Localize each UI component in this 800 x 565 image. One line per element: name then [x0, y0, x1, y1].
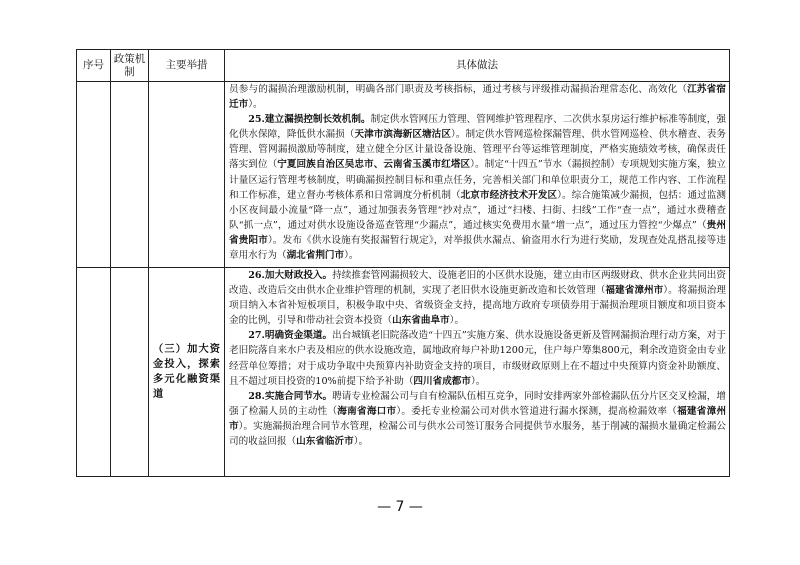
item-title: 28.实施合同节水。 — [248, 390, 333, 402]
city-label: 江苏省宿迁市 — [229, 84, 727, 111]
paragraph-27: 27.明确资金渠道。出台城镇老旧院落改造“十四五”实施方案、供水设施设备更新及管网漏损治理行动方案，对于老旧院落自来水户表及相应的供水设施改造，属地政府每户补助1200元，住户每户筹集800元，剩余改造资金由专业经营单位筹措；对于成功争取中央预算内补助资金支持的项目，市级财政原则上在不超过中央预算内资金补助额度、且不超过项目投资的10%前提下给予补助（四川省成都市）。 — [229, 330, 726, 387]
cell-measure: （三）加大资金投入，探索多元化融资渠道 — [149, 268, 225, 477]
header-policy: 政策机制 — [111, 50, 149, 82]
page-number: — 7 — — [377, 499, 423, 515]
cell-index — [77, 268, 111, 477]
cell-index — [77, 82, 111, 268]
paragraph-continued: 员参与的漏损治理激励机制，明确各部门职责及考核指标，通过考核与评级推动漏损治理常态化、高效化（江苏省宿迁市）。 — [229, 84, 727, 111]
paragraph-28: 28.实施合同节水。聘请专业检漏公司与自有检漏队伍相互竞争，同时安排两家外部检漏队伍分片区交叉检漏，增强了检漏人员的主动性（海南省海口市）。委托专业检漏公司对供水管道进行漏水探测，提高检漏效率（福建省漳州市）。实施漏损治理合同节水管理，检漏公司与供水公司签订服务合同提供节水服务，基于削减的漏损水量确定检漏公司的收益回报（山东省临沂市）。 — [229, 390, 727, 448]
header-measure: 主要举措 — [149, 50, 225, 82]
item-title: 27.明确资金渠道。 — [248, 330, 333, 342]
item-title: 25.建立漏损控制长效机制。 — [248, 114, 371, 126]
cell-practice — [225, 268, 730, 477]
measures-table — [76, 49, 730, 477]
cell-policy — [111, 268, 149, 477]
paragraph-26: 26.加大财政投入。持续推套管网漏损较大、设施老旧的小区供水设施，建立由市区两级财政、供水企业共同出资改造、改造后交由供水企业维护管理的机制，实现了老旧供水设施更新改造和长效管理（福建省漳州市）。将漏损治理项目纳入本省补短板项目，积极争取中央、省级资金支持，提高地方政府专项债券用于漏损治理项目额度和项目资本金的比例，引导和带动社会资本投资（山东省曲阜市）。 — [229, 270, 726, 327]
item-title: 26.加大财政投入。 — [248, 270, 333, 281]
cell-policy — [111, 82, 149, 268]
table-row — [77, 268, 730, 477]
cell-measure — [149, 82, 225, 268]
table-row — [77, 82, 730, 268]
cell-practice — [225, 82, 730, 268]
header-practice: 具体做法 — [225, 50, 730, 82]
paragraph-25: 25.建立漏损控制长效机制。制定供水管网压力管理、管网维护管理程序、二次供水泵房运行维护标准等制度，强化供水保障，降低供水漏损（天津市滨海新区塘沽区）。制定供水管网巡检探漏管理、供水管网巡检、供水稽查、表务管理、管网漏损激励等制度，建立健全分区计量设备设施、管理平台等运维管理制度，严格实施绩效考核，确保责任落实到位（宁夏回族自治区吴忠市、云南省玉溪市红塔区）。制定“十四五”节水（漏损控制）专项规划实施方案，独立计量区运行管理考核制度，明确漏损控制目标和重点任务，完善相关部门和单位职责分工，规范工作内容、工作流程和工作标准，建立督办考核体系和日常调度分析机制（北京市经济技术开发区）。综合施策减少漏损，包括：通过监测小区夜间最小流量“降一点”，通过加强表务管理“抄对点”，通过“扫楼、扫街、扫线”工作“查一点”，通过水费稽查队“抓一点”，通过对供水设施设备巡查管理“少漏点”，通过核实免费用水量“增一点”，通过压力管控“少爆点”（贵州省贵阳市）。发布《供水设施有奖报漏暂行规定》，对举报供水漏点、偷盗用水行为进行奖励，发现查处乱搭乱接等违章用水行为（湖北省荆门市）。 — [229, 114, 727, 262]
table-header-row — [77, 50, 730, 82]
header-index: 序号 — [77, 50, 111, 82]
